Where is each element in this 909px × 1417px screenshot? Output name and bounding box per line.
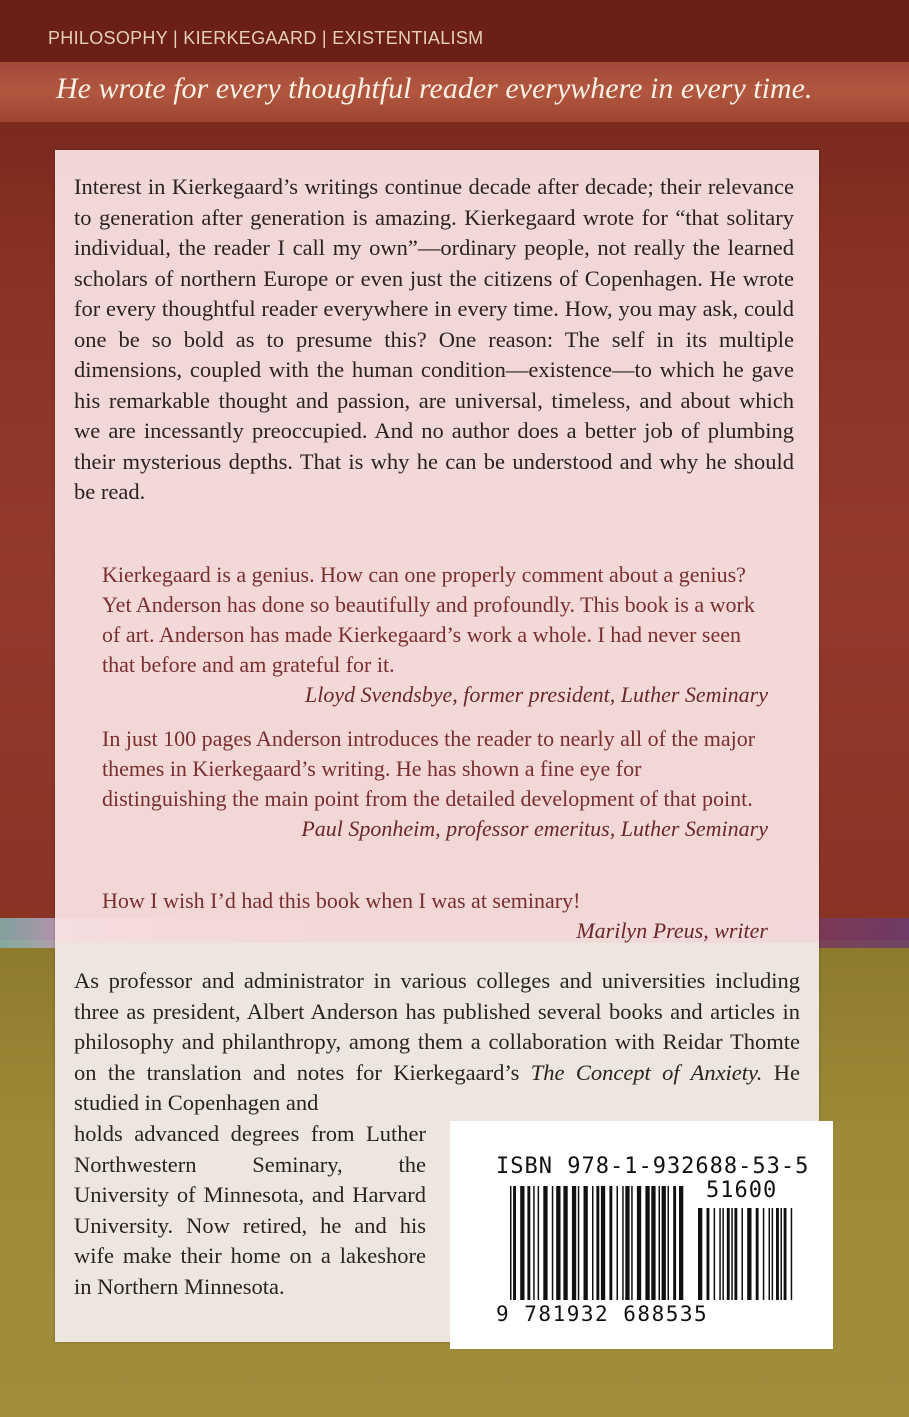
barcode-bar (662, 1186, 666, 1300)
barcode-bar (719, 1208, 721, 1300)
barcode-bar (707, 1208, 710, 1300)
barcode-bar (631, 1186, 633, 1300)
barcode-bar (556, 1186, 560, 1300)
quote-text: How I wish I’d had this book when I was at seminary! (102, 888, 581, 913)
quote-text: Kierkegaard is a genius. How can one properly comment about a genius? Yet Anderson has done so beautifully and profoundly. This book is a work of art. Anderson has made Kierkegaard’s work a whole. I had never seen that before and am grateful for it. (102, 562, 755, 677)
bio-text: As professor and administrator in various colleges and universities including three as president, Albert Anderson has published several books and articles in philosophy and philanthropy, among them a collaboration with Reidar Thomte on the translation and notes for Kierkegaard’s (74, 968, 800, 1085)
barcode-bar (784, 1208, 787, 1300)
barcode-bar (651, 1186, 655, 1300)
barcode-bar (533, 1186, 535, 1300)
author-bio-continued: holds advanced degrees from Luther Northwestern Seminary, the University of Minnesota, and Harvard University. Now retired, he and his wife make their home on a lakeshore in Northern Minnesota. (74, 1121, 426, 1299)
price-code: 51600 (706, 1178, 778, 1203)
barcode-bar (513, 1186, 516, 1300)
barcode-bar (645, 1186, 649, 1300)
tagline: He wrote for every thoughtful reader everywhere in every time. (56, 72, 813, 105)
barcode-bar (776, 1208, 779, 1300)
barcode-bar (714, 1208, 716, 1300)
barcode-bar (563, 1186, 567, 1300)
barcode-bar (763, 1208, 765, 1300)
category-label: PHILOSOPHY | KIERKEGAARD | EXISTENTIALISM (48, 28, 484, 48)
barcode-bar (756, 1208, 759, 1300)
barcode-bar (617, 1186, 619, 1300)
barcode-bar (747, 1208, 751, 1300)
barcode-bar (601, 1186, 605, 1300)
barcode-bar (578, 1186, 580, 1300)
quote-text: In just 100 pages Anderson introduces the reader to nearly all of the major themes in Kierkegaard’s writing. He has shown a fine eye for distinguishing the main point from the detailed development of that point. (102, 726, 756, 811)
quote-attribution: Lloyd Svendsbye, former president, Luther Seminary (305, 682, 768, 707)
bio-text: He studied in Copenhagen and (74, 1059, 800, 1115)
barcode-bar (659, 1186, 661, 1300)
barcode-bar (527, 1186, 530, 1300)
barcode-bar (538, 1186, 540, 1300)
intro-paragraph: Interest in Kierkegaard’s writings continue decade after decade; their relevance to generation after generation is amazing. Kierkegaard wrote for “that solitary individual, the reader I call my own”—ordinary people, not really the learned scholars of northern Europe or even just the citizens of Copenhagen. He wrote for every thoughtful reader everywhere in every time. How, you may ask, could one be so bold as to presume this? One reason: The self in its multiple dimensions, coupled with the human condition—existence—to which he gave his remarkable thought and passion, are universal, timeless, and about which we are incessantly preoccupied. And no author does a better job of plumbing their mysterious depths. That is why he can be understood and why he should be read. (74, 174, 794, 504)
barcode-bar (596, 1186, 599, 1300)
barcode-bar (552, 1186, 554, 1300)
barcode-bar (520, 1186, 524, 1300)
barcode-bar (668, 1186, 670, 1300)
book-title: The Concept of Anxiety. (530, 1059, 763, 1085)
ean-digits: 9 781932 688535 (496, 1302, 709, 1326)
barcode-bar (637, 1186, 641, 1300)
barcode-bar (727, 1208, 730, 1300)
barcode-bar (679, 1186, 683, 1300)
addon-barcode (698, 1208, 792, 1300)
barcode-bar (742, 1208, 744, 1300)
isbn-label: ISBN 978-1-932688-53-5 (496, 1154, 810, 1179)
barcode-bar (625, 1186, 629, 1300)
barcode-bar (584, 1186, 588, 1300)
barcode-bar (781, 1208, 783, 1300)
quote-attribution: Marilyn Preus, writer (576, 918, 768, 943)
barcode-bar (592, 1186, 594, 1300)
barcode-bar (673, 1186, 676, 1300)
barcode-bar (791, 1208, 793, 1300)
barcode-bar (772, 1208, 774, 1300)
barcode-bar (698, 1208, 702, 1300)
barcode-bar (510, 1186, 512, 1300)
barcode-bar (722, 1208, 724, 1300)
barcode-bar (543, 1186, 547, 1300)
ean-barcode (510, 1186, 683, 1300)
quote-attribution: Paul Sponheim, professor emeritus, Luther Seminary (301, 816, 768, 841)
barcode-bar (572, 1186, 576, 1300)
barcode-bar (609, 1186, 612, 1300)
barcode-bar (769, 1208, 771, 1300)
barcode-bar (622, 1186, 624, 1300)
barcode-bar (731, 1208, 733, 1300)
barcode-bar (734, 1208, 737, 1300)
